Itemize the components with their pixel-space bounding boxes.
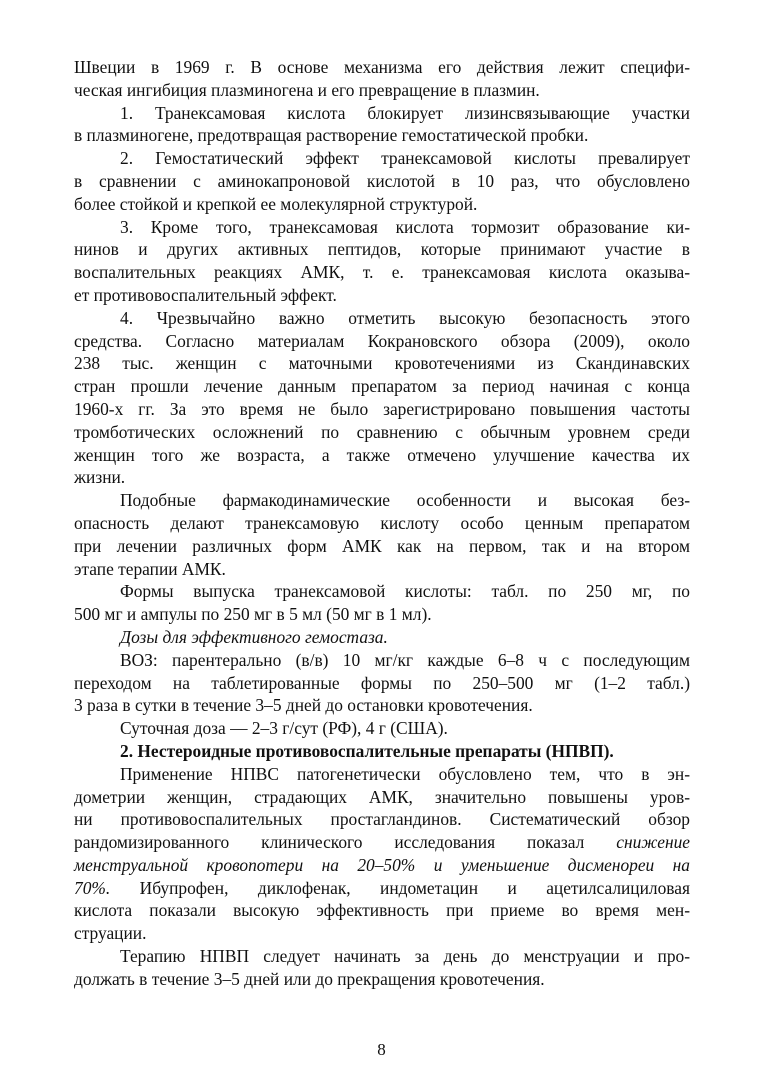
text-line: переходом на таблетированные формы по 250–500 мг (1–2 табл.): [74, 672, 690, 693]
text-line: жизни.: [74, 467, 126, 488]
text-line: воспалительных реакциях АМК, т. е. транексамовая кислота оказыва-: [74, 262, 690, 283]
text-line: опасность делают транексамовую кислоту особо ценным препаратом: [74, 512, 690, 533]
text-line: кислота показали высокую эффективность при приеме во время мен-: [74, 900, 690, 921]
page-number: 8: [377, 1040, 386, 1059]
text-line: в плазминогене, предотвращая растворение гемостатической пробки.: [74, 125, 589, 146]
body-text: [74, 56, 690, 991]
text-line: 70%. Ибупрофен, диклофенак, индометацин и ацетилсалициловая: [74, 877, 690, 898]
text-line: Формы выпуска транексамовой кислоты: табл. по 250 мг, по: [120, 581, 690, 602]
text-line: ет противовоспалительный эффект.: [74, 284, 337, 305]
text-line: ВОЗ: парентерально (в/в) 10 мг/кг каждые 6–8 ч с последующим: [120, 649, 690, 670]
text-line: стран прошли лечение данным препаратом за период начиная с конца: [74, 376, 690, 397]
text-line: Дозы для эффективного гемостаза.: [120, 626, 388, 647]
text-line: 3. Кроме того, транексамовая кислота тормозит образование ки-: [120, 216, 690, 237]
text-line: 2. Гемостатический эффект транексамовой кислоты превалирует: [120, 148, 690, 169]
text-line: ни противовоспалительных простагландинов. Систематический обзор: [74, 809, 690, 830]
text-line: этапе терапии АМК.: [74, 558, 226, 579]
text-line: нинов и других активных пептидов, которые принимают участие в: [74, 239, 690, 260]
text-line: ческая ингибиция плазминогена и его превращение в плазмин.: [74, 79, 540, 100]
text-line: дометрии женщин, страдающих АМК, значительно повышены уров-: [74, 786, 690, 807]
text-line: 2. Нестероидные противовоспалительные препараты (НПВП).: [120, 740, 614, 761]
text-line: струации.: [74, 923, 147, 944]
text-line: при лечении различных форм АМК как на первом, так и на втором: [74, 535, 690, 556]
text-line: Применение НПВС патогенетически обусловлено тем, что в эн-: [120, 763, 690, 784]
document-page: [74, 56, 690, 991]
text-line: Подобные фармакодинамические особенности и высокая без-: [120, 490, 690, 511]
text-line: 4. Чрезвычайно важно отметить высокую безопасность этого: [120, 307, 690, 328]
text-line: Терапию НПВП следует начинать за день до менструации и про-: [120, 946, 690, 967]
text-line: 1. Транексамовая кислота блокирует лизинсвязывающие участки: [120, 102, 690, 123]
text-line: 500 мг и ампулы по 250 мг в 5 мл (50 мг в 1 мл).: [74, 604, 432, 625]
text-line: тромботических осложнений по сравнению с обычным уровнем среди: [74, 421, 690, 442]
text-line: Швеции в 1969 г. В основе механизма его действия лежит специфи-: [74, 57, 690, 77]
text-line: средства. Согласно материалам Кокрановского обзора (2009), около: [74, 330, 690, 351]
text-line: женщин того же возраста, а также отмечено улучшение качества их: [74, 444, 690, 465]
text-line: Суточная доза — 2–3 г/сут (РФ), 4 г (США).: [120, 718, 448, 739]
text-line: должать в течение 3–5 дней или до прекращения кровотечения.: [74, 968, 545, 989]
text-line: менструальной кровопотери на 20–50% и уменьшение дисменореи на: [74, 854, 690, 875]
text-line: в сравнении с аминокапроновой кислотой в 10 раз, что обусловлено: [74, 170, 690, 191]
text-line: более стойкой и крепкой ее молекулярной структурой.: [74, 193, 478, 214]
text-line: 238 тыс. женщин с маточными кровотечениями из Скандинавских: [74, 353, 690, 374]
text-line: 3 раза в сутки в течение 3–5 дней до остановки кровотечения.: [74, 695, 533, 716]
text-line: рандомизированного клинического исследования показал снижение: [74, 832, 690, 853]
text-line: 1960-х гг. За это время не было зарегистрировано повышения частоты: [74, 398, 690, 419]
